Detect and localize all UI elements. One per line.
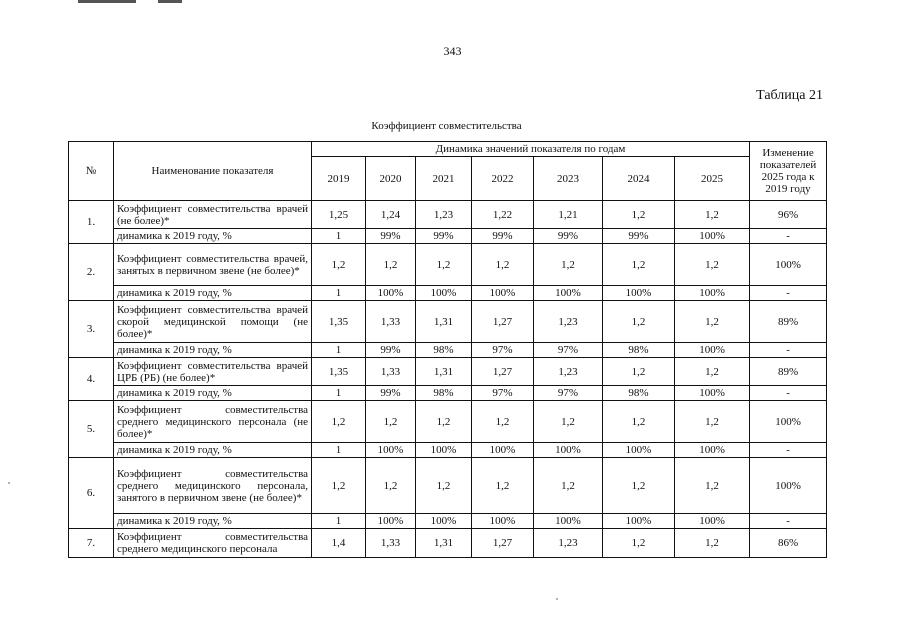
value-cell: 1,24 — [366, 201, 416, 229]
dynamics-cell: 97% — [534, 343, 603, 358]
dynamics-label: динамика к 2019 году, % — [114, 343, 312, 358]
value-cell: 1,23 — [534, 301, 603, 343]
dynamics-cell: 100% — [675, 286, 750, 301]
change-cell: 96% — [750, 201, 827, 229]
value-cell: 1,2 — [472, 244, 534, 286]
change-cell: 100% — [750, 244, 827, 286]
dynamics-cell: 100% — [472, 514, 534, 529]
table-row — [69, 301, 827, 343]
dynamics-cell: 98% — [416, 386, 472, 401]
table-row — [69, 201, 827, 229]
dynamics-label: динамика к 2019 году, % — [114, 443, 312, 458]
dynamics-change-cell: - — [750, 386, 827, 401]
header-change: Изменение показателей 2025 года к 2019 году — [750, 142, 827, 201]
table-row — [69, 401, 827, 443]
dynamics-cell: 97% — [472, 343, 534, 358]
value-cell: 1,2 — [603, 201, 675, 229]
scan-speck — [8, 482, 10, 484]
header-year: 2022 — [472, 157, 534, 201]
change-cell: 89% — [750, 301, 827, 343]
value-cell: 1,2 — [366, 458, 416, 514]
dynamics-cell: 100% — [534, 514, 603, 529]
dynamics-label: динамика к 2019 году, % — [114, 229, 312, 244]
dynamics-cell: 99% — [366, 229, 416, 244]
indicator-name: Коэффициент совместительства среднего медицинского персонала, занятого в первичном звене (не более)* — [114, 458, 312, 514]
value-cell: 1,2 — [675, 301, 750, 343]
dynamics-row — [69, 343, 827, 358]
indicator-name: Коэффициент совместительства среднего медицинского персонала (не более)* — [114, 401, 312, 443]
header-dynamics: Динамика значений показателя по годам — [312, 142, 750, 157]
indicator-name: Коэффициент совместительства врачей, занятых в первичном звене (не более)* — [114, 244, 312, 286]
value-cell: 1,35 — [312, 358, 366, 386]
dynamics-cell: 100% — [603, 514, 675, 529]
dynamics-cell: 100% — [675, 443, 750, 458]
value-cell: 1,21 — [534, 201, 603, 229]
dynamics-cell: 100% — [675, 386, 750, 401]
header-year: 2019 — [312, 157, 366, 201]
dynamics-label: динамика к 2019 году, % — [114, 286, 312, 301]
dynamics-change-cell: - — [750, 286, 827, 301]
dynamics-cell: 1 — [312, 514, 366, 529]
dynamics-cell: 1 — [312, 229, 366, 244]
value-cell: 1,27 — [472, 301, 534, 343]
value-cell: 1,33 — [366, 358, 416, 386]
value-cell: 1,2 — [603, 358, 675, 386]
value-cell: 1,2 — [603, 301, 675, 343]
dynamics-cell: 1 — [312, 443, 366, 458]
value-cell: 1,27 — [472, 358, 534, 386]
value-cell: 1,33 — [366, 529, 416, 558]
value-cell: 1,23 — [534, 358, 603, 386]
dynamics-cell: 100% — [675, 343, 750, 358]
value-cell: 1,2 — [603, 401, 675, 443]
dynamics-cell: 99% — [472, 229, 534, 244]
dynamics-change-cell: - — [750, 343, 827, 358]
value-cell: 1,2 — [603, 458, 675, 514]
table-row — [69, 458, 827, 514]
dynamics-cell: 100% — [366, 443, 416, 458]
dynamics-cell: 100% — [366, 286, 416, 301]
value-cell: 1,2 — [416, 458, 472, 514]
indicator-name: Коэффициент совместительства врачей (не более)* — [114, 201, 312, 229]
dynamics-cell: 100% — [534, 443, 603, 458]
value-cell: 1,2 — [312, 244, 366, 286]
table-label: Таблица 21 — [756, 88, 823, 103]
value-cell: 1,2 — [534, 401, 603, 443]
change-cell: 89% — [750, 358, 827, 386]
dynamics-cell: 100% — [603, 443, 675, 458]
dynamics-cell: 99% — [416, 229, 472, 244]
dynamics-cell: 100% — [472, 286, 534, 301]
row-number: 2. — [69, 244, 114, 301]
dynamics-label: динамика к 2019 году, % — [114, 386, 312, 401]
value-cell: 1,31 — [416, 301, 472, 343]
value-cell: 1,2 — [675, 529, 750, 558]
scan-mark-right — [158, 0, 182, 3]
value-cell: 1,2 — [675, 244, 750, 286]
value-cell: 1,22 — [472, 201, 534, 229]
value-cell: 1,2 — [534, 244, 603, 286]
value-cell: 1,4 — [312, 529, 366, 558]
header-num: № — [69, 142, 114, 201]
value-cell: 1,2 — [416, 244, 472, 286]
dynamics-cell: 100% — [366, 514, 416, 529]
dynamics-cell: 100% — [472, 443, 534, 458]
value-cell: 1,2 — [416, 401, 472, 443]
dynamics-cell: 99% — [534, 229, 603, 244]
value-cell: 1,2 — [603, 244, 675, 286]
value-cell: 1,2 — [603, 529, 675, 558]
dynamics-cell: 98% — [603, 386, 675, 401]
value-cell: 1,33 — [366, 301, 416, 343]
indicator-name: Коэффициент совместительства врачей ЦРБ (РБ) (не более)* — [114, 358, 312, 386]
value-cell: 1,31 — [416, 529, 472, 558]
dynamics-change-cell: - — [750, 229, 827, 244]
value-cell: 1,31 — [416, 358, 472, 386]
value-cell: 1,25 — [312, 201, 366, 229]
table-title: Коэффициент совместительства — [371, 120, 522, 132]
dynamics-cell: 1 — [312, 286, 366, 301]
dynamics-cell: 98% — [416, 343, 472, 358]
value-cell: 1,2 — [675, 201, 750, 229]
change-cell: 100% — [750, 458, 827, 514]
dynamics-change-cell: - — [750, 443, 827, 458]
scan-speck — [556, 598, 558, 600]
data-table — [68, 141, 827, 558]
row-number: 5. — [69, 401, 114, 458]
dynamics-row — [69, 286, 827, 301]
value-cell: 1,2 — [312, 401, 366, 443]
dynamics-cell: 97% — [472, 386, 534, 401]
dynamics-cell: 99% — [603, 229, 675, 244]
row-number: 7. — [69, 529, 114, 558]
dynamics-change-cell: - — [750, 514, 827, 529]
value-cell: 1,27 — [472, 529, 534, 558]
row-number: 4. — [69, 358, 114, 401]
value-cell: 1,35 — [312, 301, 366, 343]
dynamics-cell: 98% — [603, 343, 675, 358]
dynamics-cell: 100% — [416, 443, 472, 458]
header-year: 2021 — [416, 157, 472, 201]
indicator-name: Коэффициент совместительства среднего медицинского персонала — [114, 529, 312, 558]
dynamics-cell: 100% — [675, 514, 750, 529]
value-cell: 1,2 — [472, 458, 534, 514]
value-cell: 1,2 — [675, 401, 750, 443]
dynamics-cell: 99% — [366, 386, 416, 401]
dynamics-cell: 99% — [366, 343, 416, 358]
table-row — [69, 529, 827, 558]
dynamics-cell: 1 — [312, 343, 366, 358]
row-number: 1. — [69, 201, 114, 244]
dynamics-row — [69, 514, 827, 529]
page-number: 343 — [443, 44, 462, 58]
table-row — [69, 244, 827, 286]
change-cell: 86% — [750, 529, 827, 558]
value-cell: 1,2 — [534, 458, 603, 514]
dynamics-cell: 97% — [534, 386, 603, 401]
value-cell: 1,2 — [312, 458, 366, 514]
table-row — [69, 358, 827, 386]
dynamics-row — [69, 443, 827, 458]
value-cell: 1,2 — [675, 358, 750, 386]
row-number: 6. — [69, 458, 114, 529]
change-cell: 100% — [750, 401, 827, 443]
indicator-name: Коэффициент совместительства врачей скорой медицинской помощи (не более)* — [114, 301, 312, 343]
scan-mark-left — [78, 0, 136, 3]
dynamics-cell: 100% — [675, 229, 750, 244]
dynamics-cell: 100% — [534, 286, 603, 301]
value-cell: 1,23 — [416, 201, 472, 229]
value-cell: 1,2 — [675, 458, 750, 514]
value-cell: 1,2 — [366, 244, 416, 286]
header-year: 2025 — [675, 157, 750, 201]
value-cell: 1,23 — [534, 529, 603, 558]
dynamics-cell: 100% — [416, 514, 472, 529]
header-name: Наименование показателя — [114, 142, 312, 201]
dynamics-cell: 100% — [603, 286, 675, 301]
header-year: 2024 — [603, 157, 675, 201]
dynamics-row — [69, 229, 827, 244]
row-number: 3. — [69, 301, 114, 358]
dynamics-row — [69, 386, 827, 401]
value-cell: 1,2 — [472, 401, 534, 443]
dynamics-label: динамика к 2019 году, % — [114, 514, 312, 529]
dynamics-cell: 100% — [416, 286, 472, 301]
value-cell: 1,2 — [366, 401, 416, 443]
header-year: 2023 — [534, 157, 603, 201]
header-year: 2020 — [366, 157, 416, 201]
dynamics-cell: 1 — [312, 386, 366, 401]
